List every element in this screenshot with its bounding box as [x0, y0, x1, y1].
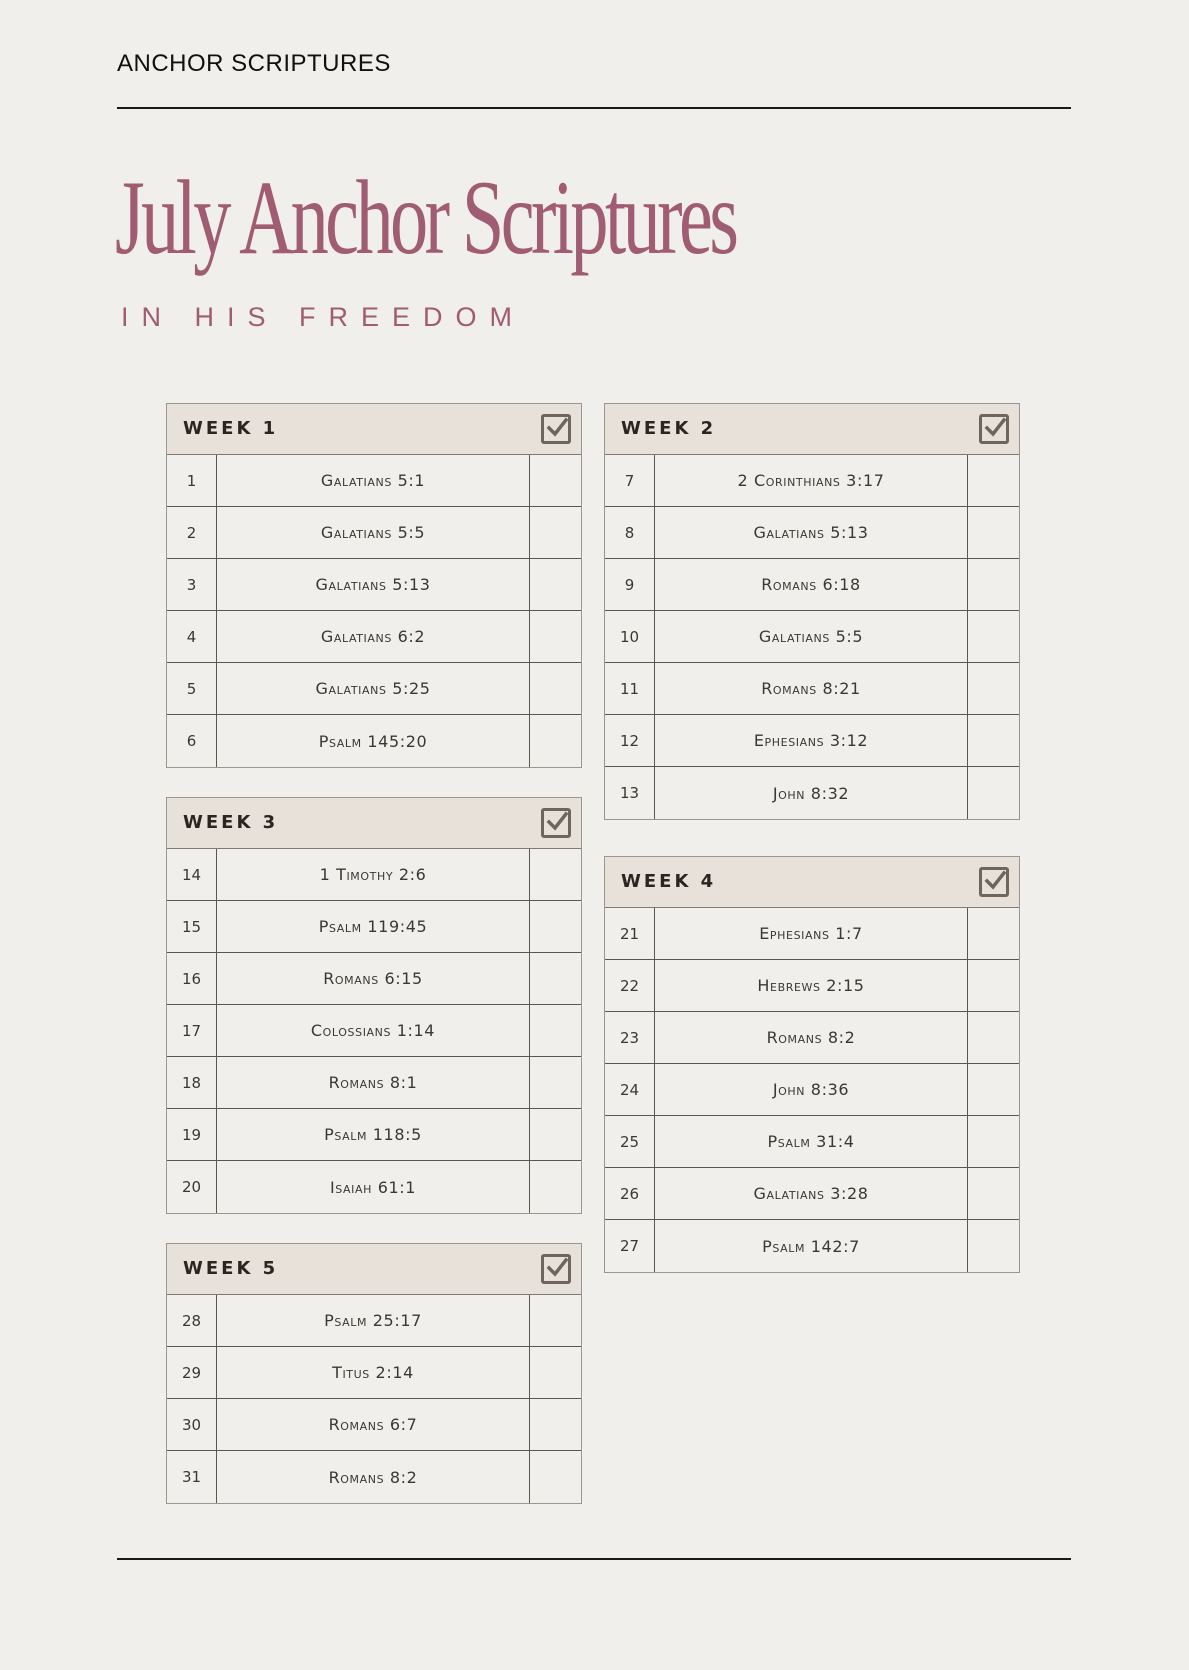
table-row [167, 1347, 581, 1399]
scripture-reference: Psalm 142:7 [655, 1220, 968, 1272]
completion-checkbox[interactable] [530, 953, 581, 1004]
week-title: WEEK 1 [183, 418, 279, 439]
week-title: WEEK 2 [621, 418, 717, 439]
day-number: 29 [167, 1347, 217, 1398]
week-header [605, 404, 1019, 455]
table-row [167, 849, 581, 901]
bottom-divider [117, 1558, 1071, 1560]
day-number: 4 [167, 611, 217, 662]
table-row [167, 1161, 581, 1213]
day-number: 22 [605, 960, 655, 1011]
day-number: 7 [605, 455, 655, 506]
checkbox-checked-icon[interactable] [979, 867, 1009, 897]
completion-checkbox[interactable] [530, 1109, 581, 1160]
scripture-reference: Romans 8:2 [217, 1451, 530, 1503]
day-number: 31 [167, 1451, 217, 1503]
table-row [167, 1005, 581, 1057]
scripture-reference: John 8:32 [655, 767, 968, 819]
completion-checkbox[interactable] [530, 1005, 581, 1056]
completion-checkbox[interactable] [530, 455, 581, 506]
table-row [605, 908, 1019, 960]
completion-checkbox[interactable] [530, 663, 581, 714]
table-row [167, 715, 581, 767]
header-label: ANCHOR SCRIPTURES [117, 50, 391, 77]
completion-checkbox[interactable] [530, 611, 581, 662]
week-header [605, 857, 1019, 908]
scripture-reference: Romans 8:21 [655, 663, 968, 714]
completion-checkbox[interactable] [530, 559, 581, 610]
table-row [605, 559, 1019, 611]
week-table [604, 403, 1020, 820]
scripture-reference: Colossians 1:14 [217, 1005, 530, 1056]
completion-checkbox[interactable] [968, 767, 1019, 819]
table-row [167, 559, 581, 611]
checkbox-checked-icon[interactable] [979, 414, 1009, 444]
scripture-reference: Galatians 5:1 [217, 455, 530, 506]
table-row [605, 663, 1019, 715]
week-header [167, 798, 581, 849]
day-number: 15 [167, 901, 217, 952]
completion-checkbox[interactable] [530, 849, 581, 900]
week-table [604, 856, 1020, 1273]
completion-checkbox[interactable] [968, 960, 1019, 1011]
scripture-reference: Galatians 3:28 [655, 1168, 968, 1219]
week-table [166, 797, 582, 1214]
day-number: 9 [605, 559, 655, 610]
completion-checkbox[interactable] [530, 1399, 581, 1450]
day-number: 17 [167, 1005, 217, 1056]
completion-checkbox[interactable] [530, 1295, 581, 1346]
scripture-reference: John 8:36 [655, 1064, 968, 1115]
scripture-reference: Ephesians 1:7 [655, 908, 968, 959]
scripture-reference: Romans 6:7 [217, 1399, 530, 1450]
day-number: 5 [167, 663, 217, 714]
scripture-reference: Romans 6:15 [217, 953, 530, 1004]
day-number: 8 [605, 507, 655, 558]
table-row [605, 960, 1019, 1012]
table-row [167, 663, 581, 715]
table-row [167, 1295, 581, 1347]
scripture-reference: Psalm 25:17 [217, 1295, 530, 1346]
day-number: 20 [167, 1161, 217, 1213]
day-number: 10 [605, 611, 655, 662]
table-row [167, 1399, 581, 1451]
scripture-reference: Titus 2:14 [217, 1347, 530, 1398]
checkbox-checked-icon[interactable] [541, 808, 571, 838]
week-header [167, 1244, 581, 1295]
completion-checkbox[interactable] [968, 663, 1019, 714]
completion-checkbox[interactable] [530, 1161, 581, 1213]
completion-checkbox[interactable] [968, 455, 1019, 506]
table-row [167, 1451, 581, 1503]
completion-checkbox[interactable] [968, 908, 1019, 959]
checkbox-checked-icon[interactable] [541, 1254, 571, 1284]
scripture-reference: Galatians 5:5 [655, 611, 968, 662]
scripture-reference: Galatians 5:5 [217, 507, 530, 558]
scripture-reference: Psalm 145:20 [217, 715, 530, 767]
table-row [167, 953, 581, 1005]
table-row [605, 1220, 1019, 1272]
scripture-reference: 1 Timothy 2:6 [217, 849, 530, 900]
table-row [605, 767, 1019, 819]
scripture-reference: 2 Corinthians 3:17 [655, 455, 968, 506]
day-number: 25 [605, 1116, 655, 1167]
scripture-reference: Ephesians 3:12 [655, 715, 968, 766]
day-number: 19 [167, 1109, 217, 1160]
completion-checkbox[interactable] [968, 1220, 1019, 1272]
week-title: WEEK 3 [183, 812, 279, 833]
scripture-reference: Romans 8:1 [217, 1057, 530, 1108]
day-number: 21 [605, 908, 655, 959]
table-row [605, 1012, 1019, 1064]
week-title: WEEK 5 [183, 1258, 279, 1279]
completion-checkbox[interactable] [968, 1012, 1019, 1063]
day-number: 27 [605, 1220, 655, 1272]
scripture-reference: Hebrews 2:15 [655, 960, 968, 1011]
table-row [605, 715, 1019, 767]
table-row [167, 611, 581, 663]
completion-checkbox[interactable] [530, 1451, 581, 1503]
completion-checkbox[interactable] [968, 559, 1019, 610]
day-number: 28 [167, 1295, 217, 1346]
day-number: 26 [605, 1168, 655, 1219]
day-number: 13 [605, 767, 655, 819]
day-number: 12 [605, 715, 655, 766]
table-row [605, 507, 1019, 559]
table-row [167, 901, 581, 953]
week-table [166, 403, 582, 768]
completion-checkbox[interactable] [530, 507, 581, 558]
scripture-reference: Psalm 118:5 [217, 1109, 530, 1160]
completion-checkbox[interactable] [968, 1168, 1019, 1219]
scripture-reference: Romans 8:2 [655, 1012, 968, 1063]
week-table [166, 1243, 582, 1504]
scripture-reference: Galatians 5:13 [217, 559, 530, 610]
table-row [605, 611, 1019, 663]
week-header [167, 404, 581, 455]
top-divider [117, 107, 1071, 109]
day-number: 16 [167, 953, 217, 1004]
scripture-reference: Isaiah 61:1 [217, 1161, 530, 1213]
completion-checkbox[interactable] [530, 715, 581, 767]
week-title: WEEK 4 [621, 871, 717, 892]
scripture-reference: Psalm 31:4 [655, 1116, 968, 1167]
page-title: July Anchor Scriptures [115, 159, 736, 276]
table-row [167, 1057, 581, 1109]
day-number: 6 [167, 715, 217, 767]
day-number: 18 [167, 1057, 217, 1108]
completion-checkbox[interactable] [968, 1116, 1019, 1167]
day-number: 23 [605, 1012, 655, 1063]
table-row [605, 1064, 1019, 1116]
scripture-reference: Romans 6:18 [655, 559, 968, 610]
day-number: 3 [167, 559, 217, 610]
scripture-reference: Galatians 5:25 [217, 663, 530, 714]
table-row [605, 455, 1019, 507]
scripture-reference: Galatians 6:2 [217, 611, 530, 662]
table-row [605, 1116, 1019, 1168]
table-row [167, 507, 581, 559]
day-number: 2 [167, 507, 217, 558]
day-number: 14 [167, 849, 217, 900]
completion-checkbox[interactable] [968, 1064, 1019, 1115]
page-subtitle: IN HIS FREEDOM [121, 302, 526, 332]
scripture-reference: Psalm 119:45 [217, 901, 530, 952]
completion-checkbox[interactable] [530, 901, 581, 952]
completion-checkbox[interactable] [968, 611, 1019, 662]
completion-checkbox[interactable] [530, 1347, 581, 1398]
completion-checkbox[interactable] [968, 715, 1019, 766]
table-row [167, 1109, 581, 1161]
day-number: 1 [167, 455, 217, 506]
scripture-reference: Galatians 5:13 [655, 507, 968, 558]
completion-checkbox[interactable] [968, 507, 1019, 558]
day-number: 30 [167, 1399, 217, 1450]
day-number: 24 [605, 1064, 655, 1115]
day-number: 11 [605, 663, 655, 714]
table-row [167, 455, 581, 507]
checkbox-checked-icon[interactable] [541, 414, 571, 444]
completion-checkbox[interactable] [530, 1057, 581, 1108]
table-row [605, 1168, 1019, 1220]
